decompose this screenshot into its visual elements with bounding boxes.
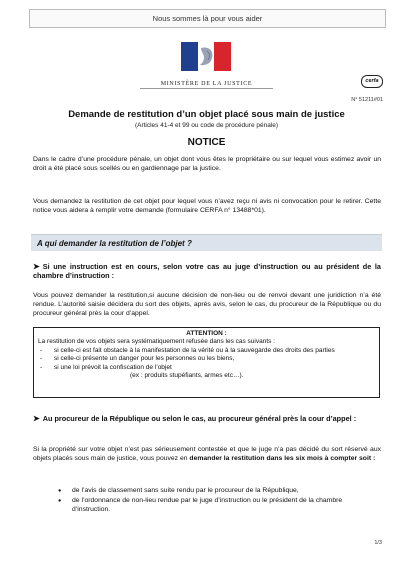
marianne-logo [181,42,231,71]
attention-box [33,327,380,398]
prosecutor-subheading [33,414,381,423]
list-item: ● de l’ordonnance de non-lieu rendue par le juge d’instruction ou le président de la chambre d’instruction. [58,497,380,515]
document-subtitle: (Articles 41-4 et 99 ou code de procédure pénale) [134,122,279,129]
attention-item: - si une loi prévoit la confiscation de l’objet [38,364,375,372]
prosecutor-bullets [58,487,380,516]
notice-heading: NOTICE [187,137,226,148]
section-heading: A qui demander la restitution de l’objet ? [31,234,382,251]
prosecutor-paragraph [33,446,381,464]
list-item: ● de l’avis de classement sans suite rendu par le procureur de la République, [58,487,380,496]
ministry-name: MINISTÈRE DE LA JUSTICE [140,81,273,89]
attention-title: ATTENTION : [186,330,227,337]
arrow-icon: ➤ [33,262,40,271]
intro-paragraph-1: Dans le cadre d’une procédure pénale, un objet dont vous êtes le propriétaire ou sur lequel vous estimez avoir un droit a été placé sous scellés ou en gardiennage par la justice. [33,156,381,172]
form-reference: N° 51211#01 [351,97,383,103]
attention-example: (ex : produits stupéfiants, armes etc…). [130,372,244,380]
prosecutor-subheading-text: Au procureur de la République ou selon le cas, au procureur général près la cour d’appel : [42,414,357,423]
help-banner: Nous sommes là pour vous aider [29,9,386,28]
intro-paragraph-2: Vous demandez la restitution de cet objet pour lequel vous n’avez reçu ni avis ni convocation pour le retirer. Cette notice vous aidera à remplir votre demande (formulaire CERFA n° 13488*01). [33,198,381,214]
attention-lead: La restitution de vos objets sera systématiquement refusée dans les cas suivants : [38,338,276,346]
arrow-icon: ➤ [33,414,40,423]
page-number: 1/3 [374,540,382,546]
cerfa-logo: cerfa [361,75,383,88]
attention-item: - si celle-ci est fait obstacle à la manifestation de la vérité ou à la sauvegarde des droits des parties [38,347,375,355]
attention-item: - si celle-ci présente un danger pour les personnes ou les biens, [38,355,375,363]
instruction-subheading [33,262,381,280]
attention-list [38,347,375,372]
prosecutor-paragraph-text: Si la propriété sur votre objet n’est pas sérieusement contestée et que le juge n’a pas décidé du sort réservé aux objets placés sous main de justice, vous pouvez en [33,446,381,462]
document-title: Demande de restitution d’un objet placé sous main de justice [68,109,345,120]
prosecutor-paragraph-bold: demander la restitution dans les six mois à compter soit : [189,454,376,462]
instruction-subheading-text: Si une instruction est en cours, selon votre cas au juge d’instruction ou au président de la chambre d’instruction : [33,262,381,280]
instruction-paragraph: Vous pouvez demander la restitution,si aucune décision de non-lieu ou de renvoi devant une juridiction n’a été rendue. L’autorité saisie décidera du sort des objets, après avis, selon le cas, du procureur de la République ou du procureur général près la cour d’appel. [33,292,381,317]
